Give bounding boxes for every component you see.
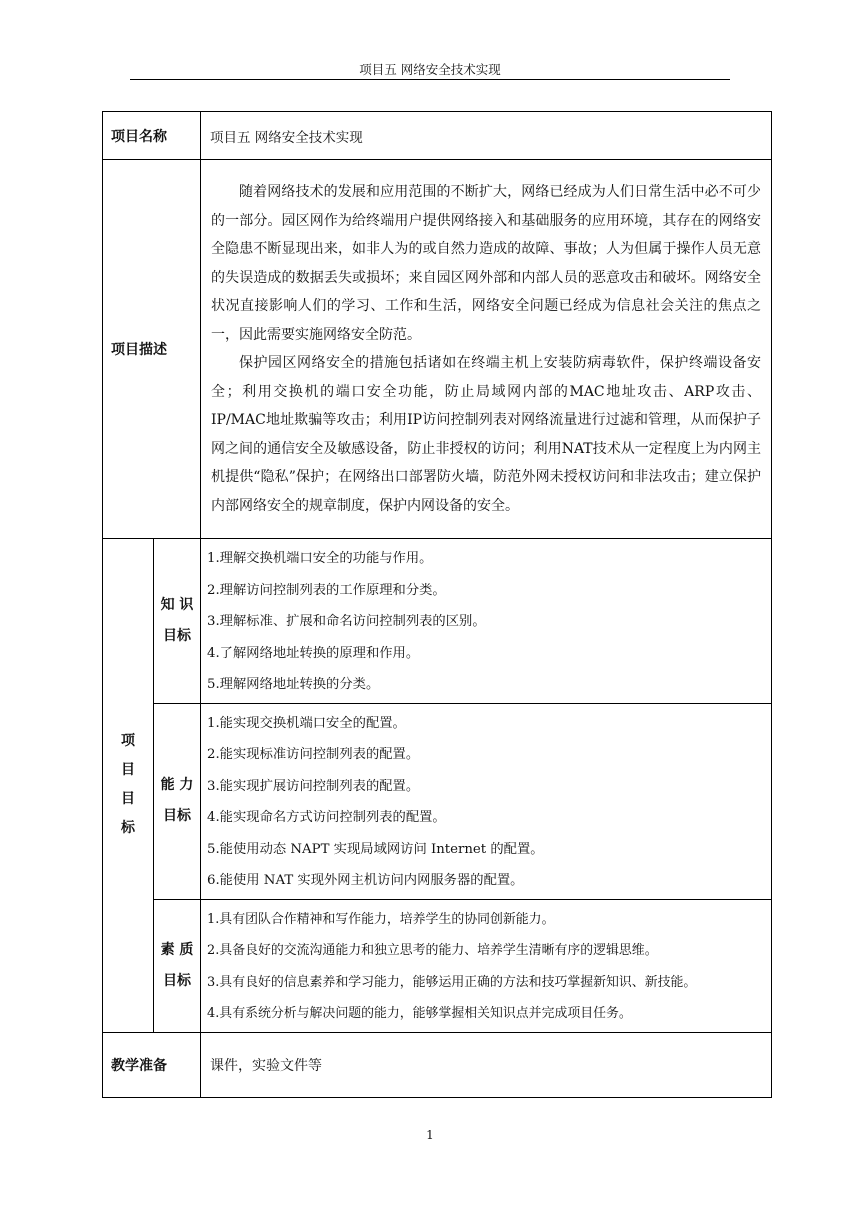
- list-item: 5.能使用动态 NAPT 实现局域网访问 Internet 的配置。: [207, 841, 544, 857]
- ability-goals-list: [201, 703, 772, 899]
- page-number: 1: [426, 1128, 434, 1142]
- project-goals-label: [103, 539, 154, 1033]
- lesson-plan-table: [102, 111, 772, 1098]
- header-title: 项目五 网络安全技术实现: [359, 62, 501, 77]
- list-item: 4.具有系统分析与解决问题的能力，能够掌握相关知识点并完成项目任务。: [207, 1006, 632, 1021]
- list-item: 3.具有良好的信息素养和学习能力，能够运用正确的方法和技巧掌握新知识、新技能。: [207, 974, 697, 990]
- knowledge-goals-list: [201, 539, 772, 704]
- list-item: 4.了解网络地址转换的原理和作用。: [207, 645, 420, 661]
- quality-goals-list: [201, 899, 772, 1032]
- row-ability-goals: [103, 703, 772, 899]
- list-item: 1.能实现交换机端口安全的配置。: [207, 715, 406, 731]
- project-description-body: [201, 160, 772, 539]
- row-knowledge-goals: [103, 539, 772, 704]
- project-name-label: 项目名称: [103, 112, 201, 160]
- goals-label-char: 项: [121, 733, 135, 750]
- list-item: 5.理解网络地址转换的分类。: [207, 677, 380, 692]
- row-project-description: [103, 160, 772, 539]
- description-paragraph: 随着网络技术的发展和应用范围的不断扩大，网络已经成为人们日常生活中必不可少的一部分。园区网作为给终端用户提供网络接入和基础服务的应用环境，其存在的网络安全隐患不断显现出来，如非人为的或自然力造成的故障、事故；人为但属于操作人员无意的失误造成的数据丢失或损坏；来自园区网外部和内部人员的恶意攻击和破坏。网络安全状况直接影响人们的学习、工作和生活，网络安全问题已经成为信息社会关注的焦点之一，因此需要实施网络安全防范。: [211, 184, 761, 343]
- list-item: 6.能使用 NAT 实现外网主机访问内网服务器的配置。: [207, 873, 524, 888]
- teaching-preparation-value: 课件，实验文件等: [201, 1032, 772, 1097]
- list-item: 2.具备良好的交流沟通能力和独立思考的能力、培养学生清晰有序的逻辑思维。: [207, 943, 658, 958]
- project-name-value: 项目五 网络安全技术实现: [201, 112, 772, 160]
- row-teaching-preparation: [103, 1032, 772, 1097]
- goals-label-char: 标: [121, 820, 135, 837]
- list-item: 1.理解交换机端口安全的功能与作用。: [207, 551, 433, 566]
- goals-label-char: 目: [121, 762, 135, 779]
- ability-goals-label: 能 力 目标: [154, 703, 201, 899]
- row-quality-goals: [103, 899, 772, 1032]
- quality-goals-label: 素 质 目标: [154, 899, 201, 1032]
- list-item: 2.能实现标准访问控制列表的配置。: [207, 747, 420, 762]
- list-item: 3.理解标准、扩展和命名访问控制列表的区别。: [207, 614, 486, 629]
- goals-label-char: 目: [121, 791, 135, 808]
- list-item: 3.能实现扩展访问控制列表的配置。: [207, 778, 420, 794]
- header-rule: [130, 79, 730, 80]
- list-item: 4.能实现命名方式访问控制列表的配置。: [207, 810, 446, 825]
- description-paragraph: 保护园区网络安全的措施包括诸如在终端主机上安装防病毒软件，保护终端设备安全；利用交换机的端口安全功能，防止局域网内部的MAC地址攻击、ARP攻击、IP/MAC地址欺骗等攻击；利用IP访问控制列表对网络流量进行过滤和管理，从而保护子网之间的通信安全及敏感设备，防止非授权的访问；利用NAT技术从一定程度上为内网主机提供“隐私”保护；在网络出口部署防火墙，防范外网未授权访问和非法攻击；建立保护内部网络安全的规章制度，保护内网设备的安全。: [211, 355, 761, 514]
- knowledge-goals-label: 知 识 目标: [154, 539, 201, 704]
- list-item: 2.理解访问控制列表的工作原理和分类。: [207, 582, 446, 598]
- row-project-name: [103, 112, 772, 160]
- list-item: 1.具有团队合作精神和写作能力，培养学生的协同创新能力。: [207, 911, 555, 927]
- teaching-preparation-label: 教学准备: [103, 1032, 201, 1097]
- project-description-label: 项目描述: [103, 160, 201, 539]
